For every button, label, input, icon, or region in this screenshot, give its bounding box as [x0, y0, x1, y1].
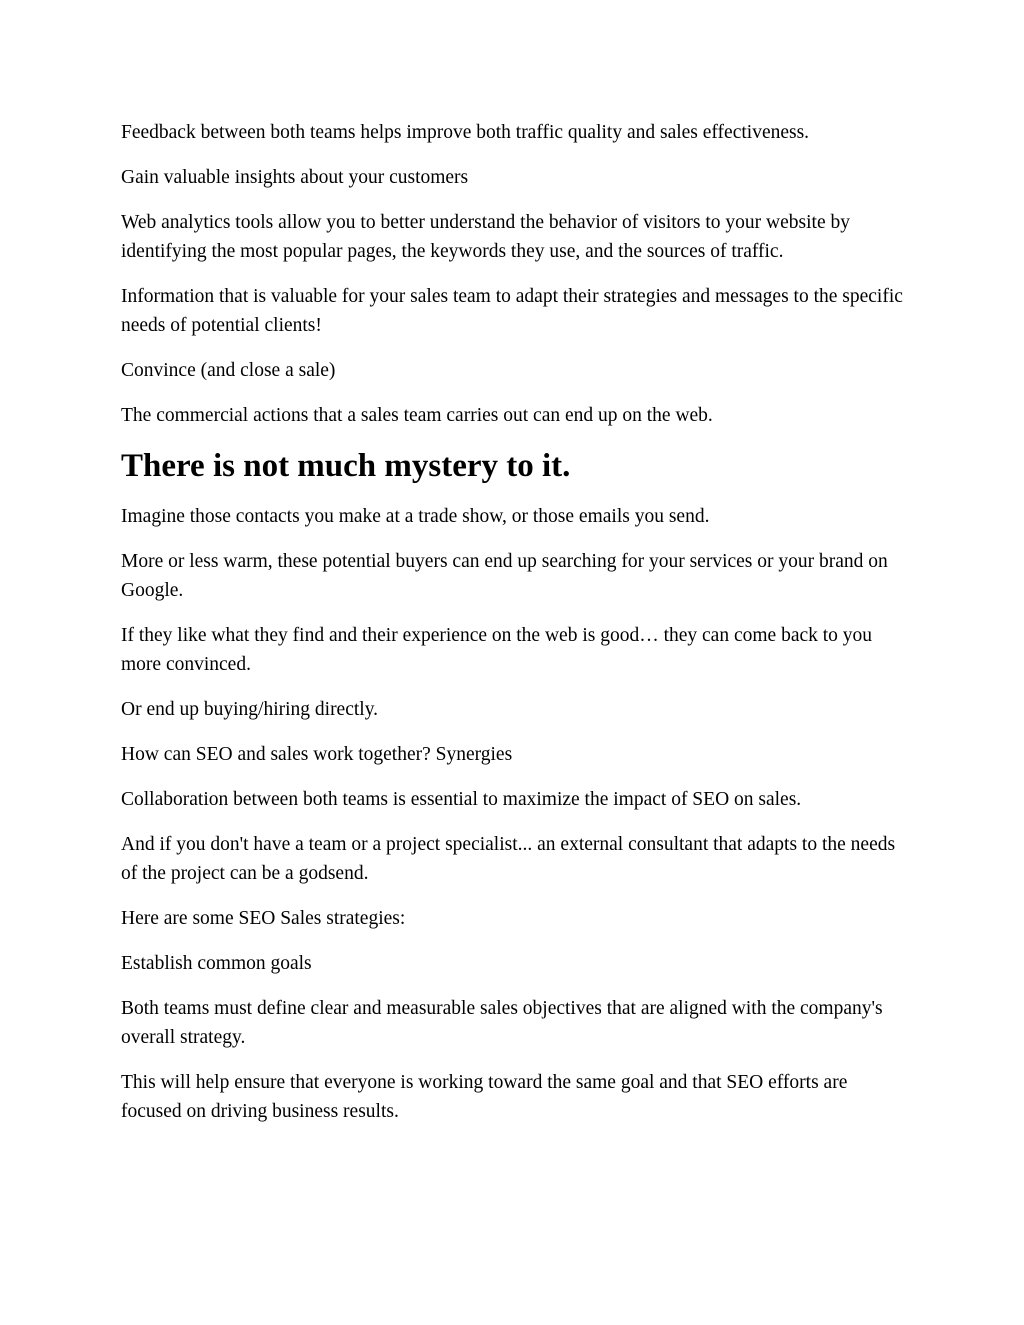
document-page	[121, 118, 906, 1142]
paragraph: The commercial actions that a sales team carries out can end up on the web.	[121, 405, 713, 426]
paragraph: And if you don't have a team or a project specialist... an external consultant that adapts to the needs of the project can be a godsend.	[121, 834, 896, 884]
paragraph: Establish common goals	[121, 953, 312, 974]
paragraph: Imagine those contacts you make at a trade show, or those emails you send.	[121, 506, 710, 527]
section-heading: There is not much mystery to it.	[121, 448, 571, 484]
paragraph: Convince (and close a sale)	[121, 360, 336, 381]
paragraph: Information that is valuable for your sales team to adapt their strategies and messages to the specific needs of potential clients!	[121, 286, 903, 336]
paragraph: This will help ensure that everyone is working toward the same goal and that SEO efforts are focused on driving business results.	[121, 1072, 848, 1122]
paragraph: Web analytics tools allow you to better understand the behavior of visitors to your website by identifying the most popular pages, the keywords they use, and the sources of traffic.	[121, 212, 850, 262]
paragraph: Gain valuable insights about your customers	[121, 167, 469, 188]
paragraph: More or less warm, these potential buyers can end up searching for your services or your brand on Google.	[121, 551, 888, 601]
paragraph: Collaboration between both teams is essential to maximize the impact of SEO on sales.	[121, 789, 802, 810]
paragraph: Feedback between both teams helps improve both traffic quality and sales effectiveness.	[121, 122, 810, 143]
paragraph: Here are some SEO Sales strategies:	[121, 908, 406, 929]
paragraph: Or end up buying/hiring directly.	[121, 699, 379, 720]
paragraph: If they like what they find and their experience on the web is good… they can come back to you more convinced.	[121, 625, 873, 675]
paragraph: How can SEO and sales work together? Synergies	[121, 744, 513, 765]
paragraph: Both teams must define clear and measurable sales objectives that are aligned with the company's overall strategy.	[121, 998, 883, 1048]
